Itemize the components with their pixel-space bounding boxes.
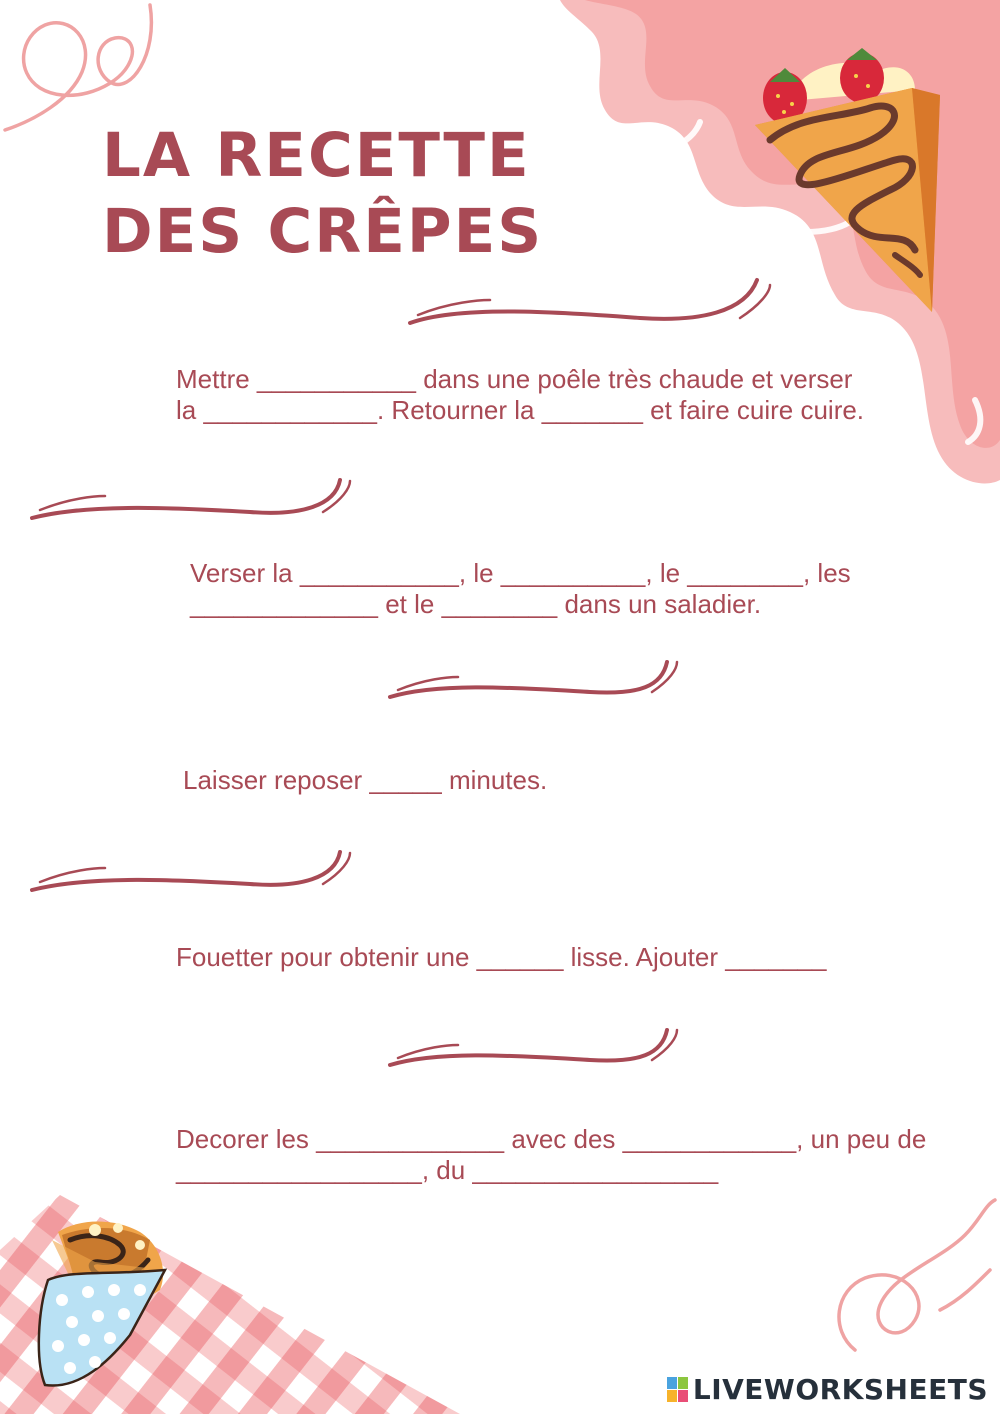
swirl-divider [390,1030,677,1065]
curly-line-top-left [5,5,151,130]
swirl-divider [410,280,770,323]
curly-line-bottom-right [839,1200,995,1350]
title-line-2: DES CRÊPES [102,196,544,267]
step-text: Mettre ___________ dans une poêle très chaude et verser la ____________. Retourner la _______ et faire cuire cuire. [176,364,865,425]
swirl-divider [390,662,677,697]
swirl-divider [32,480,350,518]
step-text: Decorer les _____________ avec des ____________, un peu de _________________, du _________________ [176,1124,927,1185]
swirl-divider [32,852,350,890]
step-text: Fouetter pour obtenir une ______ lisse. Ajouter _______ [176,942,827,972]
title-line-1: LA RECETTE [102,120,531,191]
brand-name: LIVEWORKSHEETS [692,1373,988,1406]
liveworksheets-logo-icon [667,1377,689,1403]
step-text: Laisser reposer _____ minutes. [183,765,548,795]
worksheet-title [102,118,543,270]
liveworksheets-brand [667,1373,988,1406]
step-text: Verser la ___________, le __________, le ________, les _____________ et le ________ dans un saladier. [190,558,851,619]
